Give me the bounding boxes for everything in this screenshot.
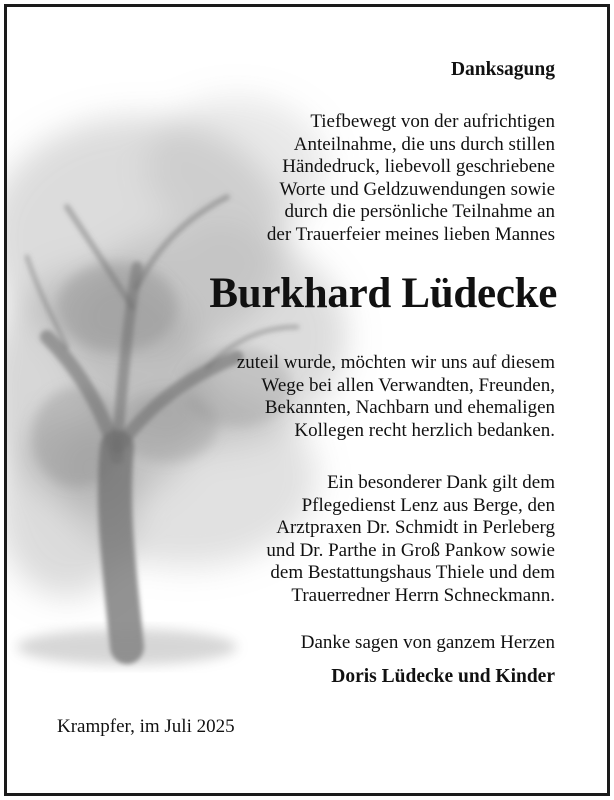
paragraph-line: Tiefbewegt von der aufrichtigen <box>310 111 555 132</box>
signature: Doris Lüdecke und Kinder <box>331 666 555 687</box>
place-date: Krampfer, im Juli 2025 <box>57 716 235 737</box>
heading: Danksagung <box>450 59 555 80</box>
special-thanks-paragraph <box>266 472 555 607</box>
closing-line: Danke sagen von ganzem Herzen <box>300 632 555 653</box>
paragraph-line: der Trauerfeier meines lieben Mannes <box>266 223 555 245</box>
paragraph-line: Händedruck, liebevoll geschriebene <box>282 156 555 177</box>
paragraph-line: Pflegedienst Lenz aus Berge, den <box>301 494 555 516</box>
paragraph-line: Worte und Geldzuwendungen sowie <box>279 178 555 200</box>
paragraph-line: Trauerredner Herrn Schneckmann. <box>291 584 555 606</box>
paragraph-line: Arztpraxen Dr. Schmidt in Perleberg <box>276 517 555 538</box>
paragraph-line: und Dr. Parthe in Groß Pankow sowie <box>266 539 555 561</box>
deceased-name: Burkhard Lüdecke <box>209 270 557 317</box>
paragraph-line: durch die persönliche Teilnahme an <box>284 201 555 222</box>
paragraph-line: Kollegen recht herzlich bedanken. <box>294 419 555 441</box>
paragraph-line: zuteil wurde, möchten wir uns auf diesem <box>236 352 555 373</box>
paragraph-line: Wege bei allen Verwandten, Freunden, <box>261 374 555 396</box>
paragraph-line: Anteilnahme, die uns durch stillen <box>293 133 555 155</box>
paragraph-line: Bekannten, Nachbarn und ehemaligen <box>264 397 555 418</box>
intro-paragraph <box>267 111 555 246</box>
paragraph-line: Ein besonderer Dank gilt dem <box>327 472 555 493</box>
obituary-card <box>4 4 610 796</box>
thanks-paragraph <box>237 352 555 442</box>
paragraph-line: dem Bestattungshaus Thiele und dem <box>270 562 555 583</box>
